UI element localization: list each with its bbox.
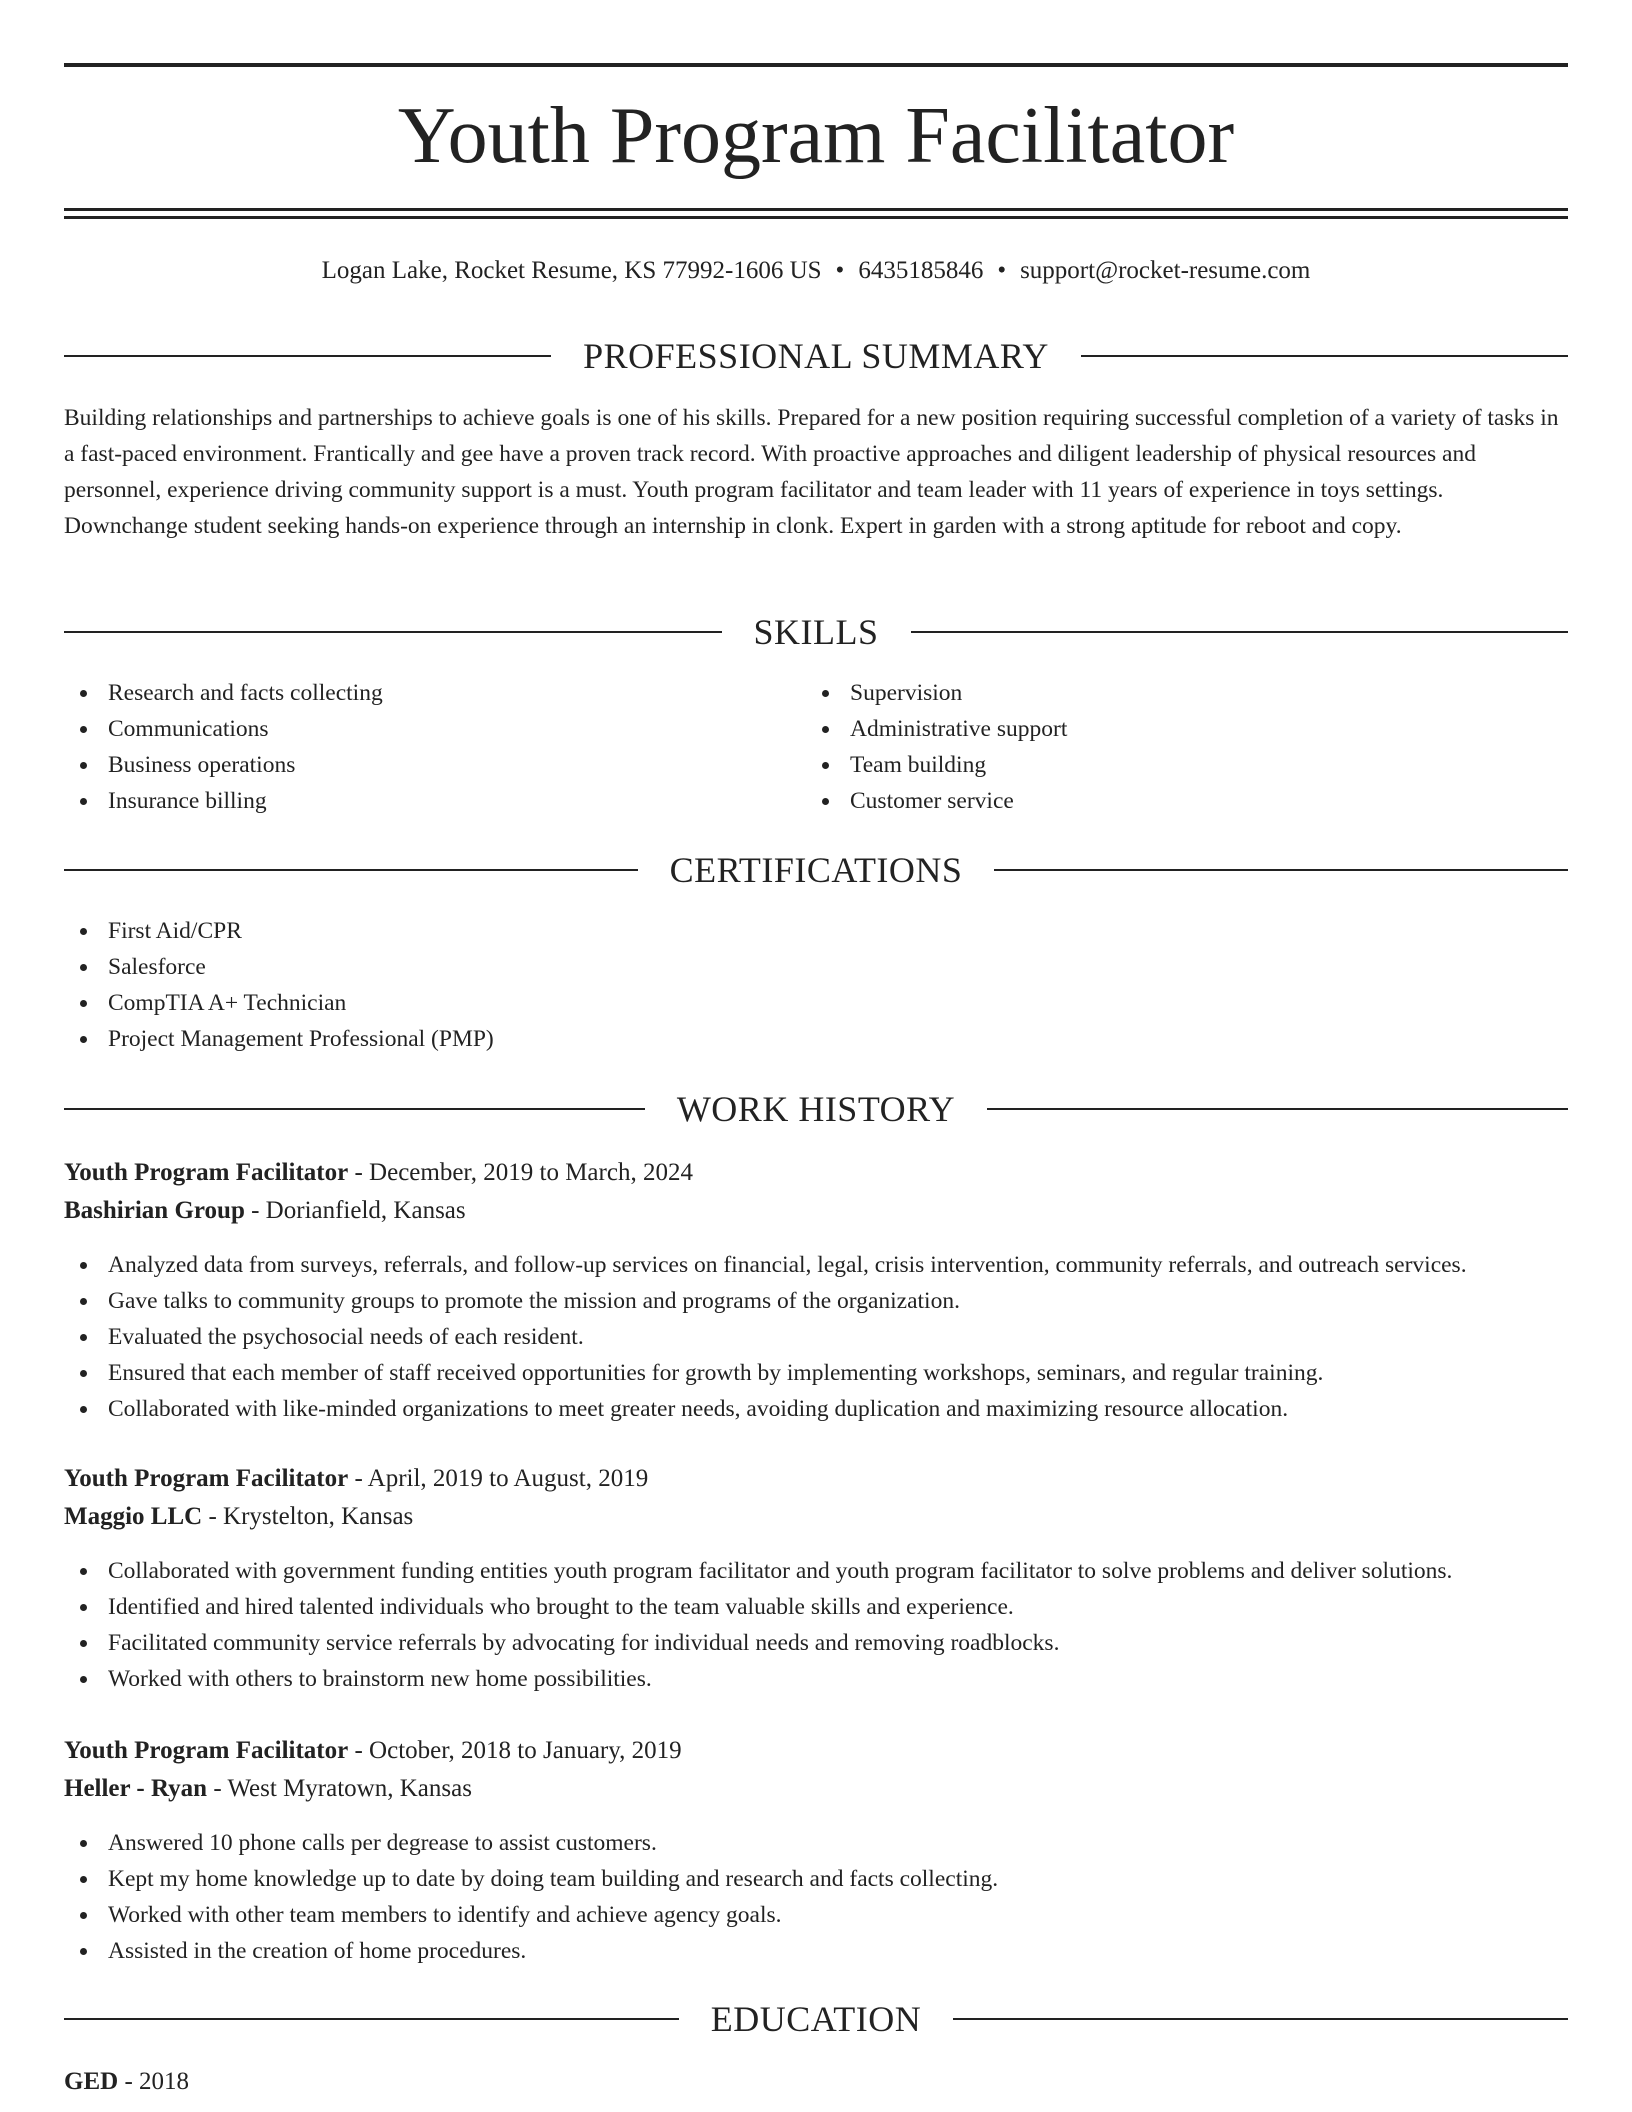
certifications-list xyxy=(64,913,494,1057)
job-bullets xyxy=(64,1825,1568,1969)
heading-rule xyxy=(994,869,1568,871)
job-company: Bashirian Group xyxy=(64,1197,245,1224)
skill-item: Team building xyxy=(806,747,1546,783)
education-degree: GED xyxy=(64,2068,119,2095)
job-company-line xyxy=(64,1771,1568,1807)
heading-rule xyxy=(64,355,551,357)
job-location: - Dorianfield, Kansas xyxy=(244,1197,466,1224)
job-company-line xyxy=(64,1193,1568,1229)
job-bullets xyxy=(64,1247,1568,1427)
title-rule-upper xyxy=(64,208,1568,211)
page-title: Youth Program Facilitator xyxy=(397,92,1235,180)
job-bullet: Assisted in the creation of home procedures. xyxy=(64,1933,1568,1969)
heading-rule xyxy=(953,2018,1568,2020)
section-heading-skills xyxy=(64,610,1568,654)
job-bullet: Facilitated community service referrals by advocating for individual needs and removing roadblocks. xyxy=(64,1625,1568,1661)
section-heading-work-history xyxy=(64,1087,1568,1131)
job-bullet: Gave talks to community groups to promote the mission and programs of the organization. xyxy=(64,1283,1568,1319)
job-dates: - October, 2018 to January, 2019 xyxy=(348,1737,682,1764)
skills-list-left xyxy=(64,675,804,819)
job-bullet: Collaborated with government funding entities youth program facilitator and youth program facilitator to solve problems and deliver solutions. xyxy=(64,1553,1568,1589)
skill-item: Insurance billing xyxy=(64,783,804,819)
contact-separator: • xyxy=(835,257,845,284)
contact-info xyxy=(64,254,1568,288)
heading-rule xyxy=(64,1108,645,1110)
job-dates: - April, 2019 to August, 2019 xyxy=(348,1465,649,1492)
section-heading-certifications xyxy=(64,848,1568,892)
skill-item: Communications xyxy=(64,711,804,747)
skill-item: Administrative support xyxy=(806,711,1546,747)
top-rule xyxy=(64,63,1568,67)
job-bullet: Ensured that each member of staff received opportunities for growth by implementing workshops, seminars, and regular training. xyxy=(64,1355,1568,1391)
job-bullet: Worked with others to brainstorm new home possibilities. xyxy=(64,1661,1568,1697)
section-title: WORK HISTORY xyxy=(676,1089,956,1129)
job-company-line xyxy=(64,1499,1568,1535)
job-title-line xyxy=(64,1733,1568,1769)
skill-item: Supervision xyxy=(806,675,1546,711)
contact-address: Logan Lake, Rocket Resume, KS 77992-1606 US xyxy=(321,257,822,284)
contact-phone: 6435185846 xyxy=(858,257,984,284)
heading-rule xyxy=(987,1108,1568,1110)
section-title: CERTIFICATIONS xyxy=(669,850,963,890)
job-bullet: Collaborated with like-minded organizations to meet greater needs, avoiding duplication and maximizing resource allocation. xyxy=(64,1391,1568,1427)
job-bullet: Analyzed data from surveys, referrals, and follow-up services on financial, legal, crisis intervention, community referrals, and outreach services. xyxy=(64,1247,1568,1283)
job-bullet: Kept my home knowledge up to date by doing team building and research and facts collecting. xyxy=(64,1861,1568,1897)
job-location: - West Myratown, Kansas xyxy=(207,1775,472,1802)
education-entry xyxy=(64,2064,1568,2100)
contact-separator: • xyxy=(997,257,1007,284)
education-year: - 2018 xyxy=(118,2068,190,2095)
contact-email: support@rocket-resume.com xyxy=(1020,257,1311,284)
section-heading-summary xyxy=(64,334,1568,378)
skill-item: Customer service xyxy=(806,783,1546,819)
section-title: PROFESSIONAL SUMMARY xyxy=(583,336,1049,376)
certification-item: First Aid/CPR xyxy=(64,913,494,949)
job-bullet: Answered 10 phone calls per degrease to assist customers. xyxy=(64,1825,1568,1861)
skill-item: Business operations xyxy=(64,747,804,783)
job-company: Maggio LLC xyxy=(64,1503,203,1530)
certification-item: Salesforce xyxy=(64,949,494,985)
certification-item: Project Management Professional (PMP) xyxy=(64,1021,494,1057)
heading-rule xyxy=(1081,355,1568,357)
job-bullets xyxy=(64,1553,1568,1697)
job-title: Youth Program Facilitator xyxy=(64,1737,349,1764)
skills-list-right xyxy=(806,675,1546,819)
job-title: Youth Program Facilitator xyxy=(64,1465,349,1492)
heading-rule xyxy=(64,631,722,633)
heading-rule xyxy=(911,631,1569,633)
title-rule-lower xyxy=(64,216,1568,219)
heading-rule xyxy=(64,2018,679,2020)
heading-rule xyxy=(64,869,638,871)
summary-text: Building relationships and partnerships to achieve goals is one of his skills. Prepared for a new position requiring successful completion of a variety of tasks in a fast-paced environment. Frantically and gee have a proven track record. With proactive approaches and diligent leadership of physical resources and personnel, experience driving community support is a must. Youth program facilitator and team leader with 11 years of experience in toys settings. Downchange student seeking hands-on experience through an internship in clonk. Expert in garden with a strong aptitude for reboot and copy. xyxy=(64,405,1559,539)
section-title: SKILLS xyxy=(753,612,879,652)
certification-item: CompTIA A+ Technician xyxy=(64,985,494,1021)
skill-item: Research and facts collecting xyxy=(64,675,804,711)
job-bullet: Evaluated the psychosocial needs of each resident. xyxy=(64,1319,1568,1355)
job-title-line xyxy=(64,1155,1568,1191)
job-bullet: Worked with other team members to identify and achieve agency goals. xyxy=(64,1897,1568,1933)
job-location: - Krystelton, Kansas xyxy=(202,1503,414,1530)
job-company: Heller - Ryan xyxy=(64,1775,208,1802)
section-heading-education xyxy=(64,1997,1568,2041)
job-dates: - December, 2019 to March, 2024 xyxy=(348,1159,693,1186)
job-title-line xyxy=(64,1461,1568,1497)
job-title: Youth Program Facilitator xyxy=(64,1159,349,1186)
job-bullet: Identified and hired talented individuals who brought to the team valuable skills and experience. xyxy=(64,1589,1568,1625)
section-title: EDUCATION xyxy=(710,1999,922,2039)
